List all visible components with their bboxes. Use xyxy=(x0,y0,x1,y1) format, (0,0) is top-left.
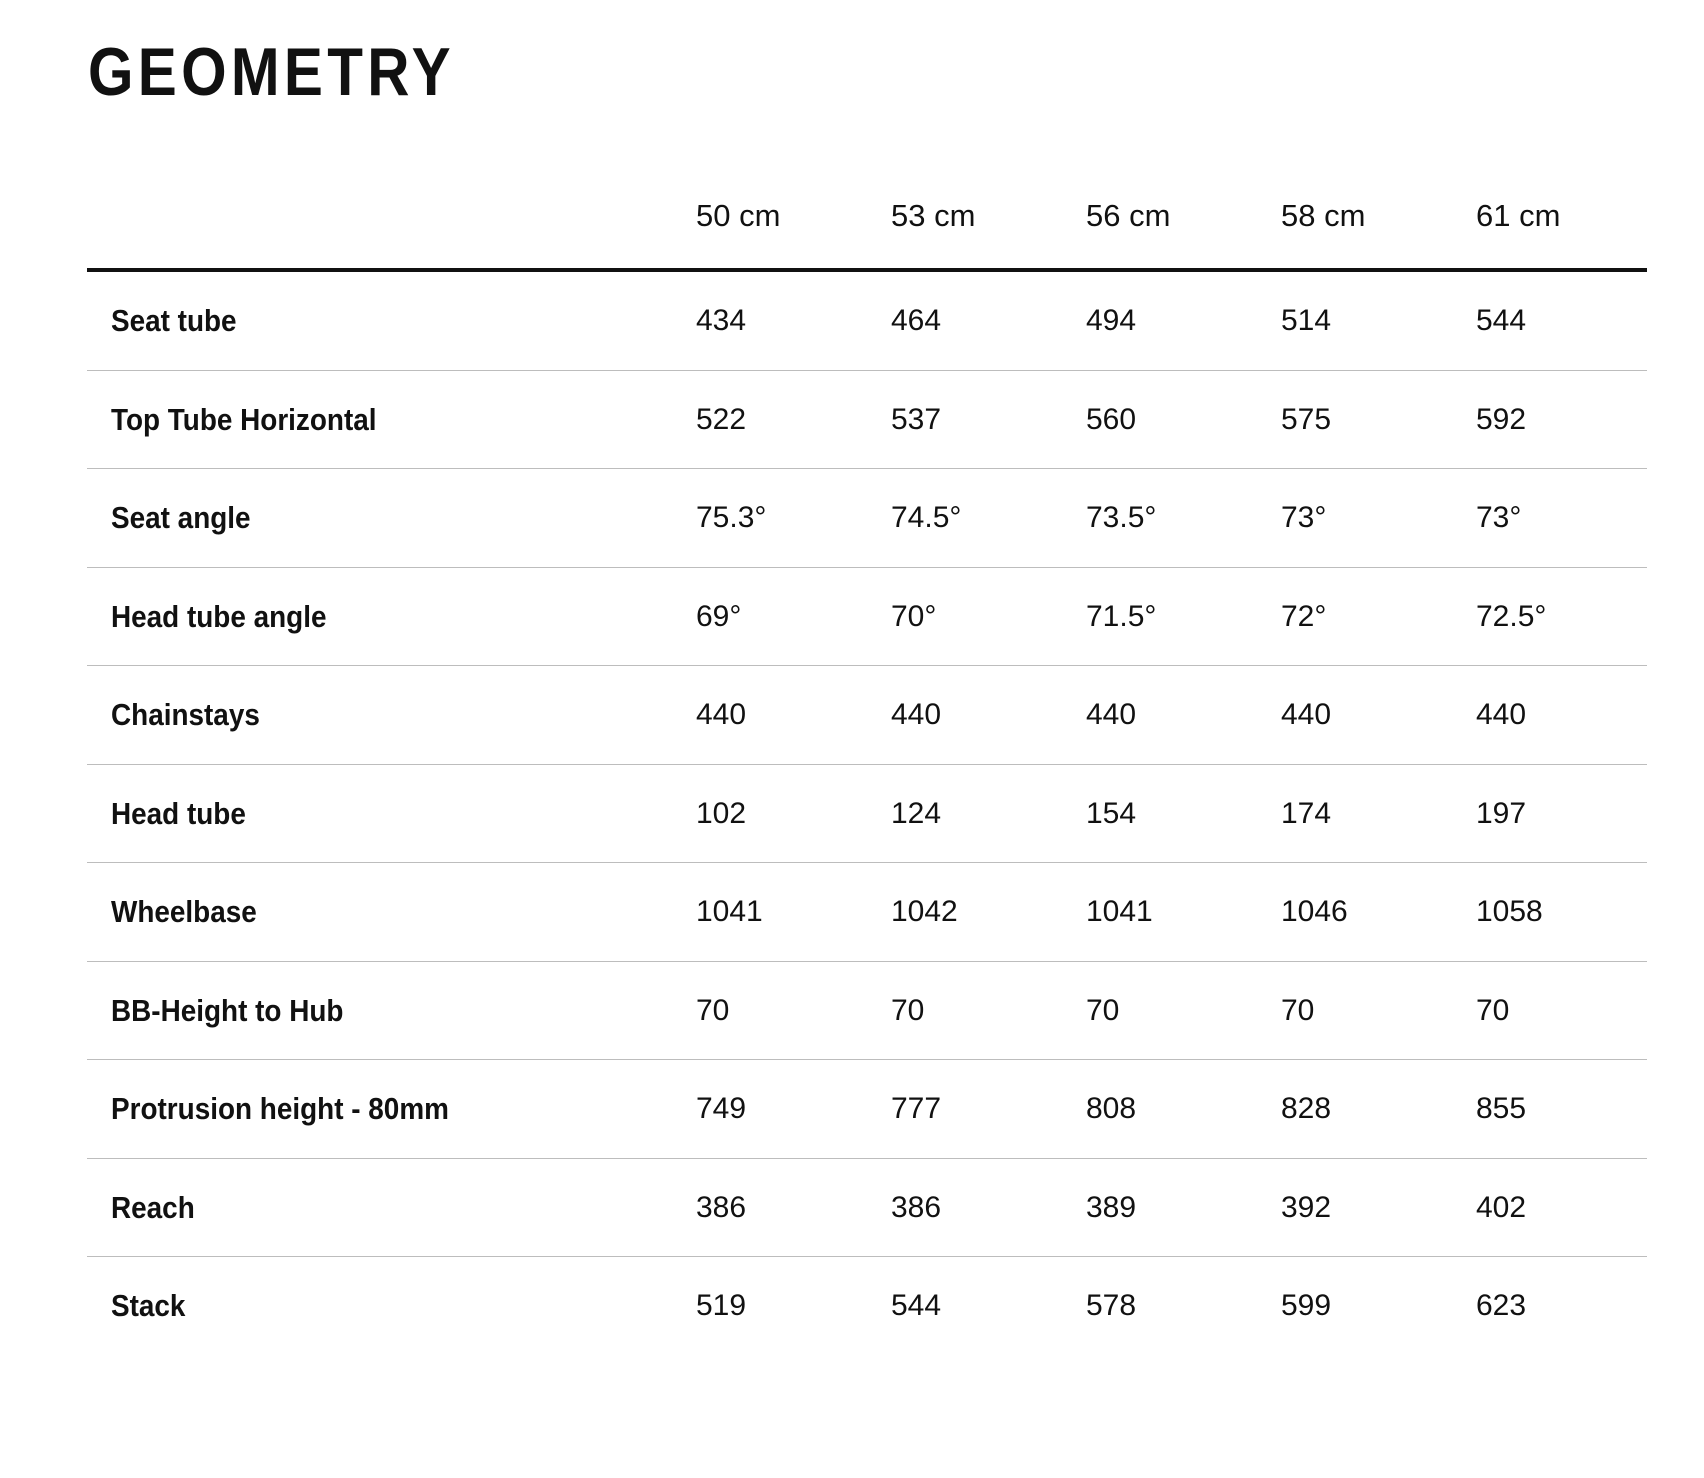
column-header-size: 53 cm xyxy=(891,198,976,233)
table-cell: 623 xyxy=(1476,1289,1527,1322)
table-row-head-tube xyxy=(87,765,1647,864)
table-cell: 73.5° xyxy=(1086,501,1157,534)
table-row-chainstays xyxy=(87,666,1647,765)
table-cell: 154 xyxy=(1086,796,1137,830)
table-cell: 434 xyxy=(696,304,747,337)
table-cell: 69° xyxy=(696,599,742,633)
table-cell: 72° xyxy=(1281,599,1327,633)
table-cell: 440 xyxy=(891,698,942,731)
table-cell: 519 xyxy=(696,1289,747,1322)
column-header-size: 50 cm xyxy=(696,198,781,233)
table-cell: 808 xyxy=(1086,1092,1137,1125)
table-cell: 73° xyxy=(1281,501,1327,534)
table-cell: 592 xyxy=(1476,402,1527,436)
table-cell: 402 xyxy=(1476,1190,1527,1224)
table-cell: 197 xyxy=(1476,796,1527,830)
table-cell: 522 xyxy=(696,402,747,436)
table-cell: 70 xyxy=(1281,993,1315,1027)
table-cell: 855 xyxy=(1476,1092,1527,1125)
table-cell: 777 xyxy=(891,1092,942,1125)
table-cell: 464 xyxy=(891,304,942,337)
row-label: Head tube angle xyxy=(111,598,327,634)
table-cell: 494 xyxy=(1086,304,1137,337)
row-label: Chainstays xyxy=(111,697,260,732)
table-row-bb-height-to-hub xyxy=(87,962,1647,1061)
row-label: Stack xyxy=(111,1288,186,1323)
row-label: BB-Height to Hub xyxy=(111,992,344,1028)
table-cell: 70 xyxy=(696,993,730,1027)
table-row-seat-tube xyxy=(87,272,1647,371)
table-row-head-tube-angle xyxy=(87,568,1647,667)
table-cell: 560 xyxy=(1086,402,1137,436)
table-cell: 75.3° xyxy=(696,501,767,534)
page-title: GEOMETRY xyxy=(88,34,455,110)
table-cell: 544 xyxy=(891,1289,942,1322)
table-row-wheelbase xyxy=(87,863,1647,962)
table-cell: 544 xyxy=(1476,304,1527,337)
table-cell: 124 xyxy=(891,796,942,830)
table-row-stack xyxy=(87,1257,1647,1355)
table-cell: 1058 xyxy=(1476,895,1543,928)
row-label: Seat tube xyxy=(111,303,237,338)
table-cell: 74.5° xyxy=(891,501,962,534)
row-label: Wheelbase xyxy=(111,894,257,929)
table-cell: 73° xyxy=(1476,501,1522,534)
geometry-table xyxy=(87,164,1647,1355)
table-cell: 537 xyxy=(891,402,942,436)
table-cell: 174 xyxy=(1281,796,1332,830)
table-row-reach xyxy=(87,1159,1647,1258)
table-cell: 72.5° xyxy=(1476,599,1547,633)
table-cell: 386 xyxy=(891,1190,942,1224)
column-header-size: 61 cm xyxy=(1476,198,1561,233)
table-cell: 440 xyxy=(1086,698,1137,731)
row-label: Head tube xyxy=(111,795,246,831)
table-row-seat-angle xyxy=(87,469,1647,568)
table-cell: 71.5° xyxy=(1086,599,1157,633)
table-cell: 1046 xyxy=(1281,895,1348,928)
table-cell: 440 xyxy=(696,698,747,731)
table-cell: 578 xyxy=(1086,1289,1137,1322)
table-cell: 1042 xyxy=(891,895,958,928)
table-cell: 102 xyxy=(696,796,747,830)
row-label: Reach xyxy=(111,1189,195,1225)
table-cell: 70 xyxy=(1086,993,1120,1027)
table-cell: 389 xyxy=(1086,1190,1137,1224)
table-cell: 440 xyxy=(1476,698,1527,731)
table-cell: 70 xyxy=(1476,993,1510,1027)
table-cell: 70 xyxy=(891,993,925,1027)
table-row-protrusion-height xyxy=(87,1060,1647,1159)
table-cell: 1041 xyxy=(1086,895,1153,928)
table-cell: 70° xyxy=(891,599,937,633)
table-cell: 1041 xyxy=(696,895,763,928)
table-cell: 440 xyxy=(1281,698,1332,731)
table-cell: 392 xyxy=(1281,1190,1332,1224)
table-cell: 575 xyxy=(1281,402,1332,436)
table-cell: 386 xyxy=(696,1190,747,1224)
table-cell: 599 xyxy=(1281,1289,1332,1322)
table-header-row xyxy=(87,164,1647,272)
row-label: Protrusion height - 80mm xyxy=(111,1091,449,1126)
table-cell: 514 xyxy=(1281,304,1332,337)
row-label: Seat angle xyxy=(111,500,251,535)
row-label: Top Tube Horizontal xyxy=(111,401,377,437)
table-row-top-tube-horizontal xyxy=(87,371,1647,470)
column-header-size: 58 cm xyxy=(1281,198,1366,233)
table-cell: 828 xyxy=(1281,1092,1332,1125)
table-cell: 749 xyxy=(696,1092,747,1125)
column-header-size: 56 cm xyxy=(1086,198,1171,233)
